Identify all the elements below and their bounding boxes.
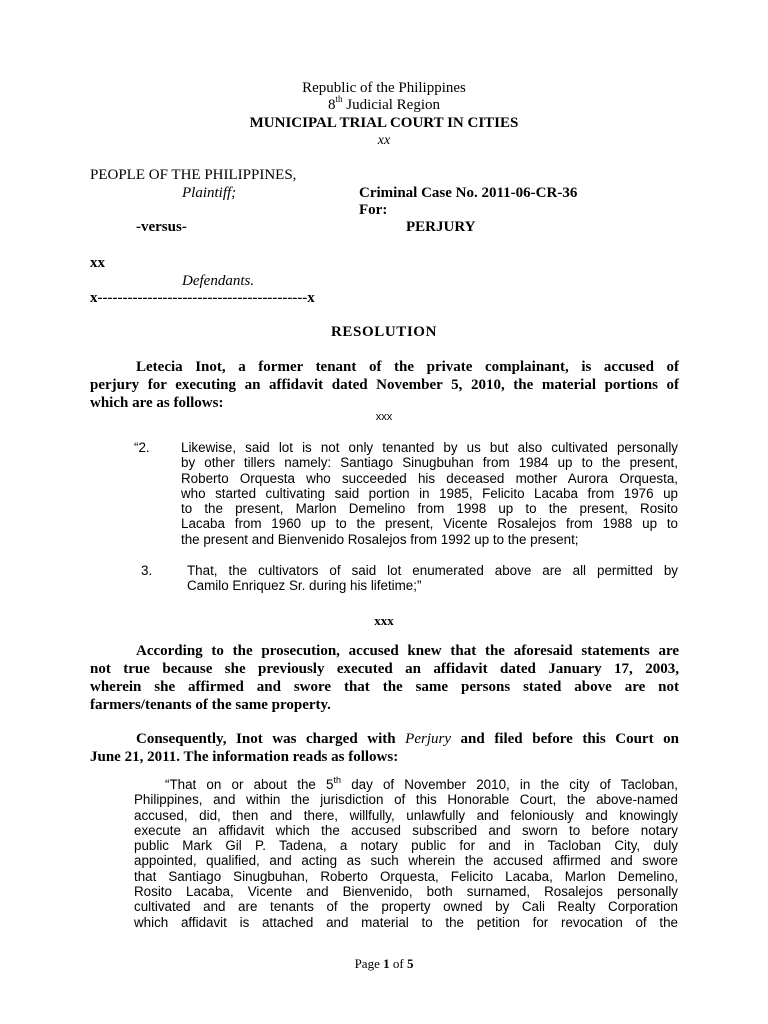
quote-line: that Santiago Sinugbuhan, Roberto Orquesta, Felicito Lacaba, Marlon Demelino, <box>134 868 678 884</box>
paragraph-line: which are as follows: <box>90 395 224 411</box>
quote-line: execute an affidavit which the accused subscribed and sworn to before notary <box>134 822 678 838</box>
court-location: xx <box>377 133 391 148</box>
plaintiff-role: Plaintiff; <box>182 185 237 201</box>
quote-text: “That on or about the 5 <box>165 777 334 792</box>
quote-line: accused, did, then and there, willfully, unlawfully and feloniously and knowingly <box>134 807 678 823</box>
quote-line: Likewise, said lot is not only tenanted by us but also cultivated personally <box>181 440 678 455</box>
quote-line: appointed, qualified, and acting as such wherein the accused affirmed and swore <box>134 853 678 869</box>
court-heading: MUNICIPAL TRIAL COURT IN CITIES <box>249 115 519 131</box>
caption-separator: x------------------------------------------x <box>90 290 315 306</box>
defendant-name: xx <box>90 255 105 271</box>
offense-italic: Perjury <box>405 731 451 747</box>
charge-text: Consequently, Inot was charged with <box>136 731 406 747</box>
quote-item-number: 3. <box>141 563 153 578</box>
page-footer <box>0 956 768 971</box>
quote-line: That, the cultivators of said lot enumerated above are all permitted by <box>187 563 678 578</box>
day-suffix: th <box>333 774 342 785</box>
versus-label: -versus- <box>136 219 187 235</box>
paragraph-line <box>90 731 679 749</box>
quote-line: which affidavit is attached and material to the petition for revocation of the <box>134 914 678 930</box>
defendant-role: Defendants. <box>182 273 255 289</box>
quote-item-2 <box>181 440 678 547</box>
paragraph-prosecution <box>90 643 679 715</box>
quote-line: public Mark Gil P. Tadena, a notary public for and in Tacloban City, duly <box>134 838 678 854</box>
region-number: 8 <box>327 97 336 113</box>
quote-text: day of November 2010, in the city of Tacloban, <box>341 777 678 792</box>
omission-marker-bold: xxx <box>374 613 394 628</box>
quote-item-3 <box>187 563 678 594</box>
quote-line: Camilo Enriquez Sr. during his lifetime;” <box>187 578 422 594</box>
resolution-title: RESOLUTION <box>330 324 438 340</box>
offense-label: PERJURY <box>406 219 476 235</box>
region-suffix: th <box>335 94 343 104</box>
page-label: Page <box>354 956 384 971</box>
paragraph-line: perjury for executing an affidavit dated November 5, 2010, the material portions of <box>90 377 679 393</box>
paragraph-line: farmers/tenants of the same property. <box>90 697 331 713</box>
paragraph-line: wherein she affirmed and swore that the same persons stated above are not <box>90 679 679 695</box>
information-quote <box>134 774 678 930</box>
quote-line: to the present, Marlon Demelino from 1998 up to the present, Rosito <box>181 501 678 517</box>
quote-line: by other tillers namely: Santiago Sinugbuhan from 1984 up to the present, <box>181 455 678 471</box>
quote-line: cultivated and are tenants of the property owned by Cali Realty Corporation <box>134 899 678 915</box>
quote-line: who started cultivating said portion in 1985, Felicito Lacaba from 1976 up <box>181 485 678 501</box>
judicial-region-heading <box>0 94 768 114</box>
quote-item-number: “2. <box>134 440 150 455</box>
case-number: Criminal Case No. 2011-06-CR-36 <box>359 185 578 201</box>
paragraph-line: not true because she previously executed an affidavit dated January 17, 2003, <box>90 661 679 677</box>
paragraph-line: Letecia Inot, a former tenant of the private complainant, is accused of <box>136 359 679 375</box>
plaintiff-name: PEOPLE OF THE PHILIPPINES, <box>90 167 297 183</box>
paragraph-line: June 21, 2011. The information reads as follows: <box>90 749 399 765</box>
paragraph-charge <box>90 731 679 767</box>
quote-line: Lacaba from 1960 up to the present, Vicente Rosalejos from 1988 up to <box>181 516 678 532</box>
paragraph-accusation <box>90 359 679 413</box>
of-label: of <box>389 956 407 971</box>
page-total: 5 <box>406 956 414 971</box>
region-text: Judicial Region <box>342 97 440 113</box>
quote-line: Rosito Lacaba, Vicente and Bienvenido, both surnamed, Rosalejos personally <box>134 884 678 900</box>
quote-line: Philippines, and within the jurisdiction of this Honorable Court, the above-named <box>134 792 678 808</box>
quote-line <box>134 774 678 792</box>
paragraph-line: According to the prosecution, accused knew that the aforesaid statements are <box>136 643 679 659</box>
quote-line: the present and Bienvenido Rosalejos from 1992 up to the present; <box>181 531 579 547</box>
page-number: 1 <box>383 956 390 971</box>
quote-line: Roberto Orquesta who succeeded his deceased mother Aurora Orquesta, <box>181 470 678 486</box>
charge-text: and filed before this Court on <box>450 731 679 747</box>
republic-heading: Republic of the Philippines <box>302 80 466 96</box>
for-label: For: <box>359 202 388 218</box>
omission-marker: xxx <box>375 411 393 423</box>
